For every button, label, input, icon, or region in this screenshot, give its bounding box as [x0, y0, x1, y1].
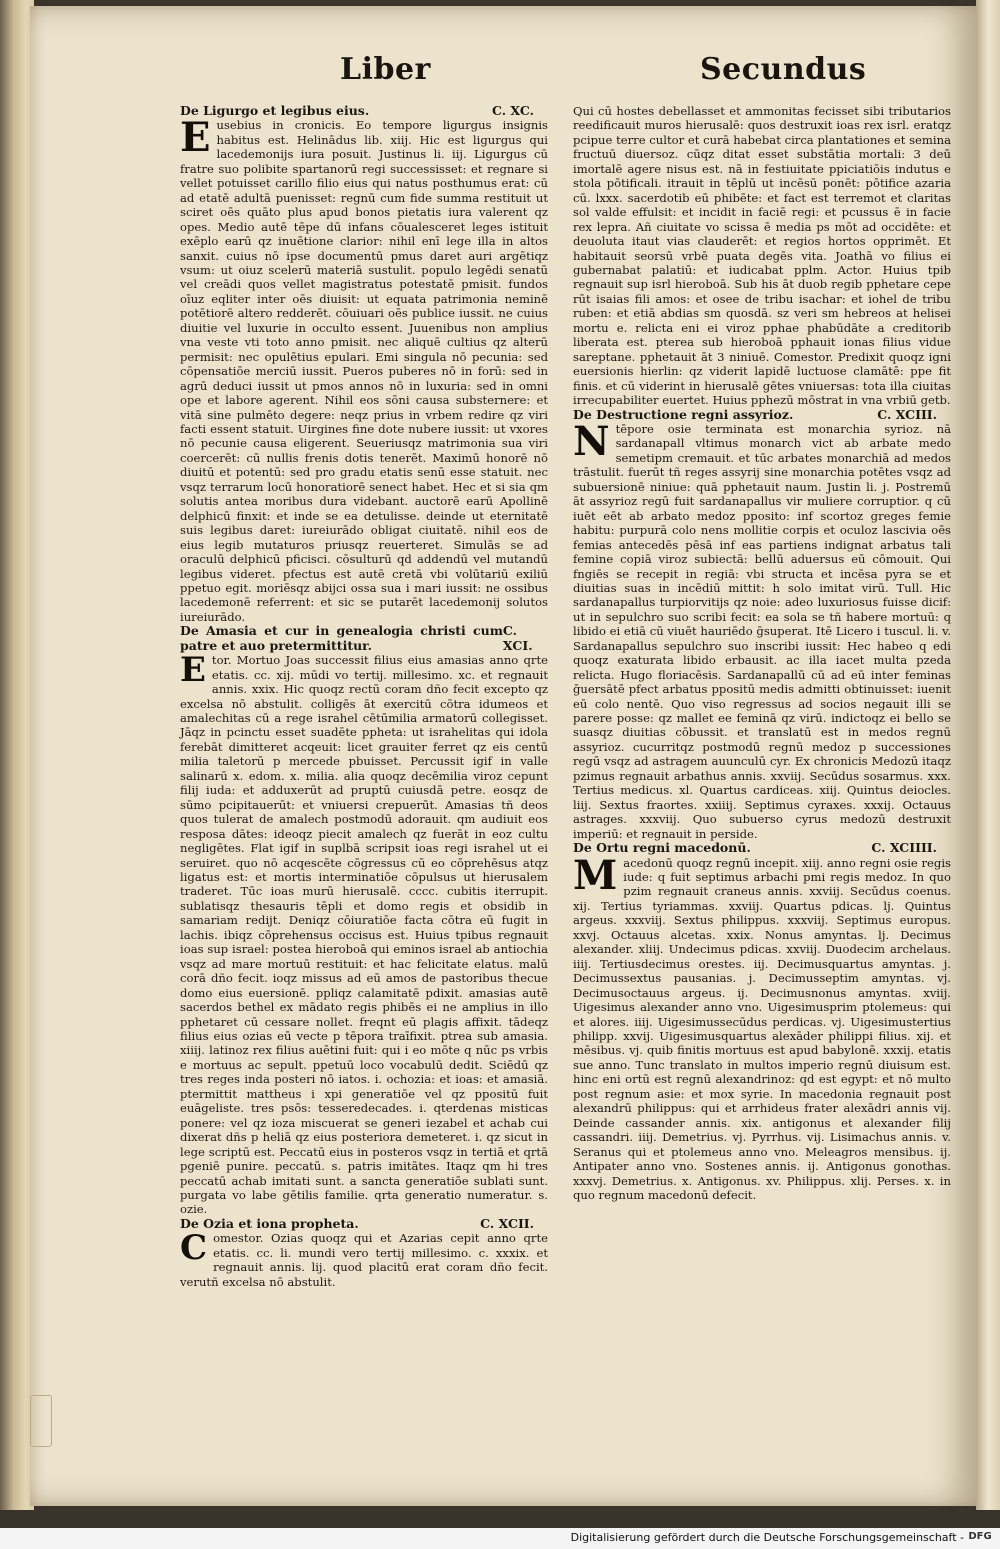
chapter-heading [573, 841, 951, 855]
running-header-right: Secundus [700, 52, 867, 87]
continued-text: Qui cū hostes debellasset et ammonitas fecisset sibi tributarios reedificauit muros hierusalē: quos destruxit ioas rex isrl. eratqz pcipue terre cultor et curā habebat circa plantationes et semina fructuū diuersoz. cūqz ditat esset substātia mortali: 3 deū imortalē agere nisus est. nā in festiuitate ppiciatiōis indutus e stola pōtificali. itrauit in tēplū ut incēsū ponēt: pōtifice azaria cū. lxxx. sacerdotib eū phibēte: et fact est terremot et claritas sol valde effulsit: et incidit in faciē regi: et pcussus ē in facie rex lepra. Añ ciuitate vo scissa ē media ps mōt ad occidēte: et deuoluta itaut vias clauderēt: et regios hortos opprimēt. Et habitauit seorsū vrbē puata degēs vita. Joathā vo filius ei gubernabat palatiū: et iudicabat pplm. Actor. Huius tpib regnauit sup isrl hieroboā. Sub his āt duob regib pphetare cepe rūt isaias fili amos: et osee de tribu isachar: et iohel de tribu ruben: et etiā abdias sm quosdā. sz veri sm hebreos at helisei mortu e. relicta eni ei viroz pphae phabūdāte a creditorib liberata est. pterea sub hieroboā pphauit ionas filius vidue sareptane. pphetauit āt 3 niniuē. Comestor. Predixit quoqz igni euersionis hierlin: qz viderit lapidē luctuose clamātē: ppe fit finis. et cū viderint in hierusalē gētes vniuersas: tota illa ciuitas irrecupabiliter euertet. Huius pphezū mōstrat in vna vrbiū getb. [573, 104, 951, 408]
chapter-text: tor. Mortuo Joas successit filius eius amasias anno qrte etatis. cc. xij. mūdi vo tertij. millesimo. xc. et regnauit annis. xxix. Hic quoqz rectū coram dño fecit excepto qz excelsa nō abstulit. colligēs āt exercitū cōtra idumeos et amalechitas cū a rege israhel cētūmilia armatorū collegisset. Jāqz in pcinctu esset suadēte ppheta: ut israhelitas qui idola ferebāt dimitteret acqeuit: licet grauiter ferret qz eis centū milia taletorū p mercede pbuisset. Percussit igif in valle salinarū x. edom. x. milia. alia quoqz decēmilia viroz cepunt filij iuda: et adduxerūt ad pruptū cuiusdā petre. eosqz de sūmo pcipitauerūt: et vniuersi crepuerūt. Amasias tñ deos quos tulerat de amalech postmodū adorauit. qm audiuit eos resposa dātes: ideoqz piecit amalech qz fuerāt in eoz cultu negligētes. Flat igif in suplbā scripsit ioas regi israhel ut ei seruiret. quo nō acqescēte cōgressus cū eo cōprehēsus atqz ligatus est: et mortis interminatiōe cōpulsus ut hierusalem traderet. Tūc ioas murū hierusalē. cccc. cubitis iterrupit. sublatisqz thesauris tēpli et domo regis et obsidib in samariam redijt. Deniqz cōiuratiōe facta cōtra eū fugit in lachis. ibiqz cōprehensus occisus est. Huius tpibus regnauit ioas sup israel: postea hieroboā qui eminos israel ab antiochia vsqz ad mare mortuū restituit: et hac felicitate elatus. malū corā dño fecit. ioqz missus ad eū amos de pastoribus thecue domo eius euersionē. ppliqz calamitatē pdixit. amasias autē sacerdos bethel ex mādato regis phibēs ei ne amplius in illo pphetaret cū cessare nollet. freqnt eū plagis affixit. tādeqz filius eius ozias eū vecte p tēpora traīfixit. ptrea sub amasia. xiiij. latinoz rex filius auētini fuit: qui i eo mōte q nūc ps vrbis e mortuus ac sepult. ppetuū loco vocabulū dedit. Sciēdū qz tres reges inda posteri nō iatos. i. ochozia: et ioas: et amasiā. ptermittit mattheus i xpi generatiōe vel qz ppositū fuit euāgeliste. tres psōs: tesseredecades. i. qterdenas misticas ponere: vel qz ioza miscuerat se generi iezabel et achab cui dixerat dñs p heliā qz eius posteriora demeteret. i. qz sicut in lege scriptū est. Peccatū eius in posteros vsqz in tertiā et qrtā pgeniē punire. peccatū. s. patris imitātes. Itaqz qm hi tres peccatū achab imitati sunt. a sancta generatiōe sublati sunt. purgata vo labe gētilis familie. qrta generatio numeratur. s. ozie. [180, 653, 548, 1217]
drop-initial: E [180, 650, 206, 691]
chapter-body [180, 114, 548, 624]
chapter-title: De Ortu regni macedonū. [573, 840, 751, 856]
running-header-left: Liber [340, 52, 431, 87]
chapter-heading [180, 1217, 548, 1231]
dfg-logo: DFG [968, 1531, 992, 1542]
book-edge [0, 0, 34, 1510]
chapter-heading [180, 624, 548, 653]
chapter-text: acedonū quoqz regnū incepit. xiij. anno regni osie regis iude: q fuit septimus arbachi pmi regis medoz. In quo pzim regnauit craneus annis. xxviij. Secūdus coenus. xij. Tertius tyriammas. xxviij. Quartus pdicas. lj. Quintus argeus. xxxviij. Sextus philippus. xxxviij. Septimus europus. xxvj. Octauus alcetas. xxix. Nonus amyntas. lj. Decimus alexander. xliij. Undecimus pdicas. xxviij. Duodecim archelaus. iiij. Tertiusdecimus orestes. iij. Decimusquartus amyntas. j. Decimussextus pausanias. j. Decimusseptim amyntas. vj. Decimusoctauus argeus. ij. Decimusnonus amyntas. xviij. Uigesimus alexander anno vno. Uigesimusprim ptolemeus: qui et alores. iiij. Uigesimussecūdus perdicas. vj. Uigesimustertius philipp. xxvij. Uigesimusquartus alexāder philippi filius. xij. et mēsibus. vj. quib finitis mortuus est apud babylonē. xxxij. etatis sue anno. Tunc translato in multos imperio regnū diuisum est. hinc eni ortū est regnū alexandrinoz: qd est egypt: et nō multo post regnum asie: et mox syrie. In macedonia regnauit post alexandrū philippus: qui et arrhideus frater alexādri annis vij. Deinde cassander annis. xix. antigonus et alexander filij cassandri. iiij. Demetrius. vj. Pyrrhus. vij. Lisimachus annis. v. Seranus qui et ptolemeus anno vno. Meleagros mensibus. ij. Antipater anno vno. Sostenes annis. ij. Antigonus gonothas. xxxvj. Demetrius. x. Antigonus. xv. Philippus. xlij. Perses. x. in quo regnum macedonū defecit. [573, 855, 951, 1202]
chapter-number: C. XC. [492, 103, 534, 118]
chapter-number: C. XCIIII. [871, 840, 937, 856]
chapter-text: usebius in cronicis. Eo tempore ligurgus insignis habitus est. Helinādus lib. xiij. Hic est ligurgus qui lacedemonijs iura posuit. Justinus li. iij. Ligurgus cū fratre suo polibite spartanorū regi successisset: et regnare si vellet potuisset carillo filio eius qui natus posthumus erat: cū ad etatē adultā puenisset: regnū cum fide summa restituit ut sciret oēs quāto plus apud bonos pietatis iura valerent qz opes. Medio autē tēpe dū infans cōualesceret leges istituit exēplo earū qz inuētione clarior: nihil enī lege illa in altos sanxit. cuius nō ipse documentū pmus daret auri argētiqz vsum: ut oiuz scelerū materiā sustulit. populo legēdi senatū vel creādi quos vellet magistratus potestatē pmisit. fundos oīuz eqliter inter oēs diuisit: ut equata patrimonia neminē potētiorē altero redderēt. cōuiuari oēs publice iussit. ne cuius diuitie vel luxurie in occulto essent. Juuenibus non amplius vna veste vti toto anno pmisit. nec aliquē cultius qz alterū permisit: nec opulētius epulari. Emi singula nō pecunia: sed cōpensatiōe merciū iussit. Pueros puberes nō in forū: sed in agrū deduci iussit ut pmos annos nō in luxuria: sed in omni ope et labore agerent. Nihil eos sōni causa substernere: et vitā sine pulmēto degere: neqz prius in vrbem redire qz viri facti essent statuit. Uirgines fine dote nubere iussit: ut vxores nō pecunie causa eligerent. Seueriusqz matrimonia sua viri coercerēt: cū nullis frenis dotis tenerēt. Maximū honorē nō diuitū et potentū: sed pro gradu etatis senū esse statuit. nec vsqz terrarum locū honoratiorē senect habet. Hec et si sia qm solutis antea moribus dura videbant. auctorē earū Apollinē delphicū finxit: et inde se ea detulisse. deinde ut eternitatē suis legibus daret: iureiurādo obligat ciuitatē. nihil eos de eius legib mutaturos priusqz reuerteret. Simulās se ad oraculū delphicū pficisci. cōsulturū qd addendū vel mutandū legibus videret. pfectus est autē cretā vbi volūtariū exiliū ppetuo egit. moriēsqz abijci ossa sua i mari iussit: ne ossibus lacedemonē referrent: et sic se putarēt lacedemonij solutos iureiurādo. [180, 118, 548, 624]
chapter-text: omestor. Ozias quoqz qui et Azarias cepit anno qrte etatis. cc. li. mundi vero tertij millesimo. c. xxxix. et regnauit annis. lij. quod placitū erat coram dño fecit. verutñ excelsa nō abstulit. [180, 1231, 548, 1289]
chapter-title: De Ligurgo et legibus eius. [180, 103, 370, 118]
chapter-number: C. XCIII. [877, 406, 937, 422]
facing-page-edge [976, 0, 1000, 1510]
chapter-title: De Ozia et iona propheta. [180, 1215, 359, 1231]
drop-initial: E [180, 114, 211, 162]
chapter-heading [180, 104, 548, 118]
drop-initial: M [573, 851, 618, 899]
chapter-number: C. XCI. [502, 623, 533, 653]
chapter-body [180, 650, 548, 1217]
page-tab-mark [30, 1395, 52, 1447]
chapter-body [573, 417, 951, 841]
chapter-title: De Amasia et cur in genealogia christi cum patre et auo pretermittitur. [180, 623, 503, 653]
right-text-column [573, 104, 951, 1202]
chapter-heading [573, 408, 951, 422]
chapter-body [180, 1228, 548, 1289]
chapter-number: C. XCII. [480, 1215, 534, 1231]
drop-initial: N [573, 417, 610, 465]
left-text-column [180, 104, 548, 1289]
drop-initial: C [180, 1228, 208, 1269]
funding-credit: Digitalisierung gefördert durch die Deutsche Forschungsgemeinschaft - [570, 1531, 964, 1544]
chapter-body [573, 851, 951, 1203]
chapter-text: tēpore osie terminata est monarchia syrioz. nā sardanapall vltimus monarch vict ab arbate medo semetipm cremauit. et tūc arbates monarchiā ad medos trāstulit. fuerūt tñ reges assyrij sine monarchia potētes vsqz ad subuersionē niniue: quā pphetauit naum. Justin li. j. Postremū āt assyrioz regū fuit sardanapallus vir muliere corruptior. q cū iuēt eēt ab arbato medoz pposito: inf scortoz greges femie habitu: purpurā colo nens mollitie corpis et oculoz lascivia oēs femias antecedēs pēsā inf eas partiens indignat arbatus tali femine copiā viroz subiectā: bellū aduersus eū cōmouit. Qui fngiēs se recepit in regiā: vbi structa et incēsa pyra se et diuitias suas in incēdiū mittit: h solo imitat virū. Tull. Hic sardanapallus turpiorvitijs qz noie: adeo luxuriosus fuisse dicif: ut in sepulchro suo scribi fecit: ea sola se tñ habere mortuū: q libido ei etiā cū viuēt hauriēdo ḡsuperat. Itē Licero i tuscul. li. v. Sardanapallus sepulchro suo inscribi iussit: Hec habeo q edi quoqz exaturata libido erbausit. ac illa iacet multa pzeda relicta. Hugo floriacēsis. Sardanapallū cū ad eū inter feminas ḡuersātē pfect arbatus ppositū medis admitti obtinuisset: iuenit eū colo nentē. Quo viso regressus ad socios negauit illi se parere posse: qz mallet ee feminā qz virū. indictoqz ei bello se suasqz diuitias cōbussit. et translatū est in medos regnū assyrioz. cucurritqz postmodū regnū medoz p successiones regū vsqz ad astragem auunculū cyr. Ex chronicis Medozū itaqz pzimus regnauit arbathus annis. xxviij. Secūdus sosarmus. xxx. Tertius medicus. xl. Quartus cardiceas. xiij. Quintus deiocles. liij. Sextus fraortes. xxiiij. Septimus cyraxes. xxxij. Octauus astrages. xxxviij. Quo subuerso cyrus medozū destruxit imperiū: et regnauit in perside. [573, 421, 951, 841]
chapter-title: De Destructione regni assyrioz. [573, 406, 794, 422]
